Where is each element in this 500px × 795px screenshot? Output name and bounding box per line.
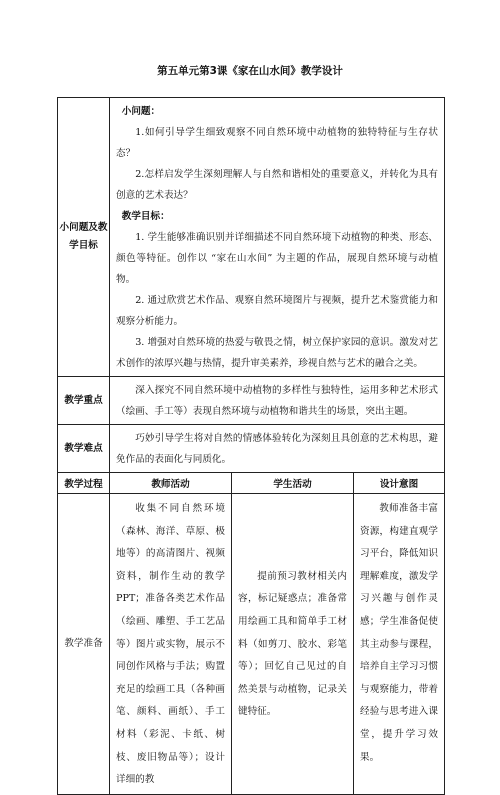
difficulty-content [110,425,445,473]
key-point-row [58,377,445,425]
question-item: 1.如何引导学生细致观察不同自然环境中动植物的独特特征与生存状态？ [116,127,438,159]
difficulty-text: 巧妙引导学生将对自然的情感体验转化为深刻且具创意的艺术构思，避免作品的表面化与同质化。 [116,433,438,465]
header-teacher: 教师活动 [110,473,232,494]
goals-content [110,98,445,377]
key-point-text: 深入探究不同自然环境中动植物的多样性与独特性，运用多种艺术形式（绘画、手工等）表现自然环境与动植物和谐共生的场景，突出主题。 [116,385,438,417]
preparation-row [58,494,445,795]
stage-label: 教学准备 [58,494,110,795]
difficulty-row [58,425,445,473]
header-process: 教学过程 [58,473,110,494]
header-intent: 设计意图 [354,473,445,494]
objective-item: 3. 增强对自然环境的热爱与敬畏之情，树立保护家园的意识。激发对艺术创作的浓厚兴趣与热情，提升审美素养，珍视自然与艺术的融合之美。 [116,337,438,369]
question-item: 2.怎样启发学生深刻理解人与自然和谐相处的重要意义，并转化为具有创意的艺术表达？ [116,169,438,201]
design-intent-text: 教师准备丰富资源，构建直观学习平台，降低知识理解难度，激发学习兴趣与创作灵感；学生准备促使其主动参与课程，培养自主学习习惯与观察能力，带着经验与思考进入课堂，提升学习效果。 [360,503,438,763]
design-intent [354,494,445,795]
page-title: 第五单元第3课《家在山水间》教学设计 [157,65,343,77]
goals-row [58,98,445,377]
teacher-activity-text: 收集不同自然环境（森林、海洋、草原、极地等）的高清图片、视频资料，制作生动的教学PPT；准备各类艺术作品（绘画、雕塑、手工艺品等）图片或实物，展示不同创作风格与手法；购置充足的绘画工具（各种画笔、颜料、画纸）、手工材料（彩泥、卡纸、树枝、废旧物品等）；设计详细的教 [116,503,225,786]
process-header-row [58,473,445,494]
lesson-plan-table [57,97,445,795]
objectives-heading: 教学目标： [121,211,170,222]
teacher-activity [110,494,232,795]
difficulty-label: 教学难点 [58,425,110,473]
student-activity-text: 提前预习教材相关内容，标记疑惑点；准备常用绘画工具和简单手工材料（如剪刀、胶水、彩笔等）；回忆自己见过的自然美景与动植物，记录关键特征。 [238,570,347,718]
header-student: 学生活动 [232,473,354,494]
key-point-content [110,377,445,425]
goals-label: 小问题及教学目标 [58,98,110,377]
questions-heading: 小问题： [121,106,161,117]
objective-item: 1. 学生能够准确识别并详细描述不同自然环境下动植物的种类、形态、颜色等特征。创作以 “家在山水间” 为主题的作品，展现自然环境与动植物。 [116,232,438,285]
objective-item: 2. 通过欣赏艺术作品、观察自然环境图片与视频，提升艺术鉴赏能力和观察分析能力。 [116,295,438,327]
student-activity [232,494,354,795]
key-point-label: 教学重点 [58,377,110,425]
